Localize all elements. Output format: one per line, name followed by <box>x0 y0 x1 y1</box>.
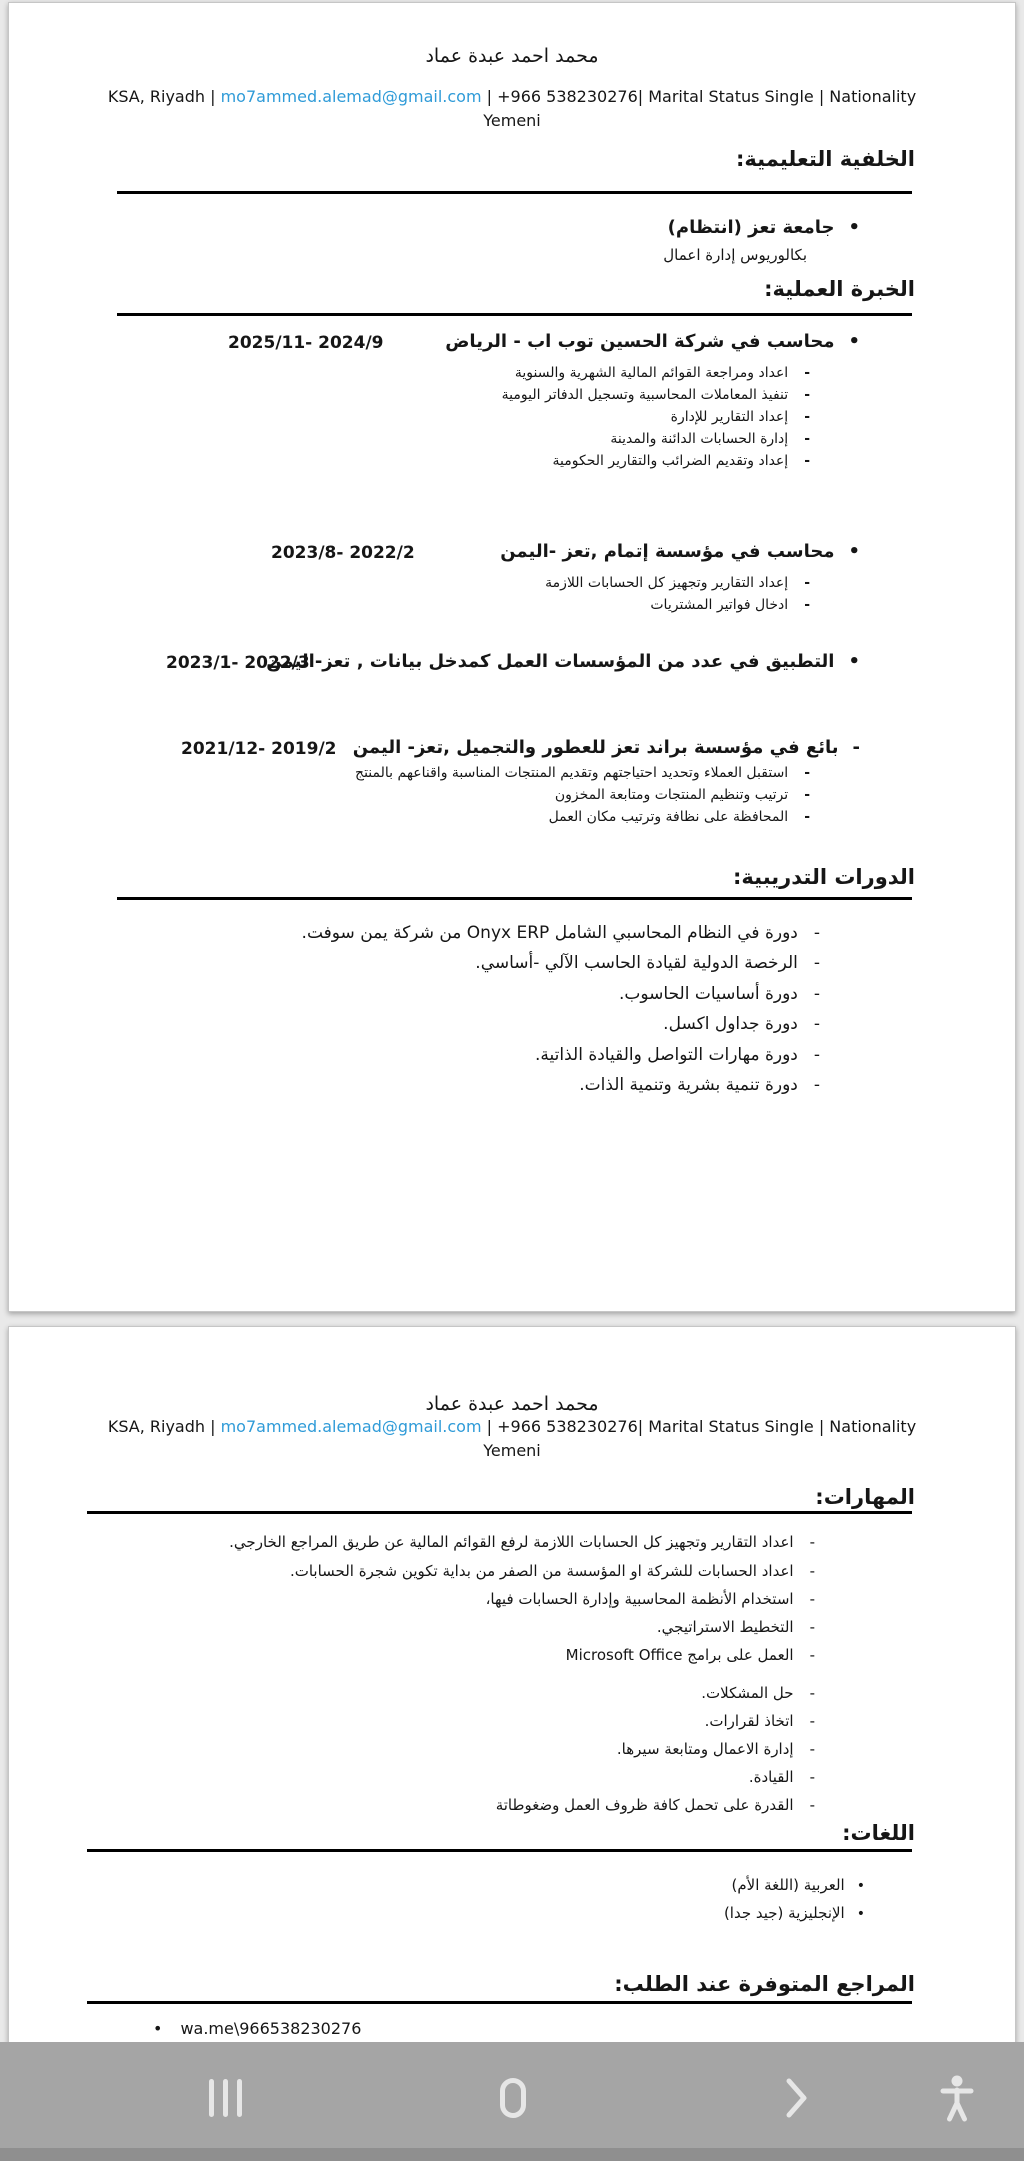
skill-text: اتخاذ لقرارات. <box>704 1712 794 1730</box>
course-item <box>579 1075 820 1095</box>
section-rule <box>87 1511 912 1514</box>
language-text: الإنجليزية (جيد جدا) <box>723 1904 845 1922</box>
contact-nationality: Yemeni <box>483 111 541 130</box>
dash-icon: - <box>809 1712 815 1730</box>
duty-text: تنفيذ المعاملات المحاسبية وتسجيل الدفاتر اليومية <box>501 387 789 403</box>
dash-icon: - <box>804 809 810 825</box>
home-button[interactable] <box>483 2072 543 2124</box>
section-rule <box>87 1849 912 1852</box>
home-icon <box>500 2078 526 2118</box>
course-item <box>302 923 820 943</box>
duty-text: إعداد التقارير وتجهيز كل الحسابات اللازمة <box>545 575 789 591</box>
section-heading-experience: الخبرة العملية: <box>764 277 915 301</box>
skill-text: التخطيط الاستراتيجي. <box>656 1618 794 1636</box>
navbar-bottom-strip <box>0 2148 1024 2161</box>
dash-icon: - <box>809 1684 815 1702</box>
job-title: بائع في مؤسسة براند تعز للعطور والتجميل ,تعز- اليمن <box>352 737 839 758</box>
language-item <box>724 1904 865 1922</box>
course-text: دورة أساسيات الحاسوب. <box>618 984 798 1004</box>
section-heading-education: الخلفية التعليمية: <box>736 147 915 171</box>
course-item <box>619 984 820 1004</box>
contact-details: | +966 538230276| Marital Status Single | Nationality <box>481 87 917 106</box>
section-rule <box>117 897 912 900</box>
dash-icon: - <box>804 597 810 613</box>
degree-text: بكالوريوس إدارة اعمال <box>663 246 807 264</box>
dash-icon: - <box>809 1533 815 1551</box>
dash-icon: - <box>813 984 820 1004</box>
job-duty <box>671 409 810 425</box>
dash-icon: - <box>809 1618 815 1636</box>
course-item <box>535 1045 820 1065</box>
android-navigation-bar <box>0 2042 1024 2161</box>
recents-button[interactable] <box>195 2072 255 2124</box>
course-item <box>475 953 820 973</box>
document-page-2 <box>8 1326 1016 2048</box>
language-text: العربية (اللغة الأم) <box>731 1876 845 1894</box>
job-duty <box>545 575 810 591</box>
dash-icon: - <box>809 1768 815 1786</box>
section-heading-references: المراجع المتوفرة عند الطلب: <box>614 1972 915 1996</box>
reference-item <box>153 2019 361 2038</box>
job-duty <box>610 431 810 447</box>
recents-icon <box>209 2079 242 2117</box>
job-duty <box>502 387 810 403</box>
dash-icon: - <box>852 737 860 758</box>
dash-icon: - <box>813 1045 820 1065</box>
skill-text: العمل على برامج Microsoft Office <box>565 1646 794 1664</box>
job-title: التطبيق في عدد من المؤسسات العمل كمدخل بيانات , تعز-اليمن <box>266 651 835 672</box>
dash-icon: - <box>804 431 810 447</box>
contact-line <box>9 87 1015 106</box>
accessibility-icon <box>939 2074 975 2122</box>
job-duty <box>355 765 810 781</box>
language-item <box>732 1876 866 1894</box>
skill-text: اعداد الحسابات للشركة او المؤسسة من الصفر من بداية تكوين شجرة الحسابات. <box>289 1562 794 1580</box>
course-item <box>663 1014 820 1034</box>
bullet-icon: • <box>856 1878 865 1894</box>
skill-text: القدرة على تحمل كافة ظروف العمل وضغوطاتة <box>495 1796 794 1814</box>
dash-icon: - <box>809 1562 815 1580</box>
bullet-icon: • <box>848 651 860 672</box>
back-chevron-icon <box>785 2077 809 2119</box>
duty-text: ترتيب وتنظيم المنتجات ومتابعة المخزون <box>554 787 789 803</box>
job-dates: 2023/8- 2022/2 <box>271 543 415 563</box>
job-duty <box>650 597 810 613</box>
bullet-icon: • <box>848 331 860 352</box>
dash-icon: - <box>804 765 810 781</box>
duty-text: استقبل العملاء وتحديد احتياجتهم وتقديم المنتجات المناسبة واقناعهم بالمنتج <box>355 765 789 781</box>
dash-icon: - <box>809 1646 815 1664</box>
duty-text: إعداد وتقديم الضرائب والتقارير الحكومية <box>552 453 789 469</box>
skill-text: اعداد التقارير وتجهيز كل الحسابات اللازمة لرفع القوائم المالية عن طريق المراجع الخارجي. <box>229 1533 794 1551</box>
duty-text: إعداد التقارير للإدارة <box>670 409 789 425</box>
section-heading-languages: اللغات: <box>842 1821 915 1845</box>
contact-line <box>9 1417 1015 1436</box>
job-title-row <box>353 737 860 758</box>
skill-text: استخدام الأنظمة المحاسبية وإدارة الحسابات فيها، <box>485 1590 794 1608</box>
skill-text: إدارة الاعمال ومتابعة سيرها. <box>616 1740 794 1758</box>
job-duty <box>555 787 810 803</box>
dash-icon: - <box>804 787 810 803</box>
job-dates: 2021/12- 2019/2 <box>181 739 337 759</box>
course-text: دورة تنمية بشرية وتنمية الذات. <box>579 1075 798 1095</box>
dash-icon: - <box>809 1740 815 1758</box>
bullet-icon: • <box>848 217 860 238</box>
dash-icon: - <box>813 1075 820 1095</box>
duty-text: ادخال فواتير المشتريات <box>650 597 789 613</box>
skill-item <box>229 1533 815 1551</box>
duty-text: اعداد ومراجعة القوائم المالية الشهرية والسنوية <box>514 365 789 381</box>
reference-text: wa.me\966538230276 <box>180 2019 362 2038</box>
duty-text: المحافظة على نظافة وترتيب مكان العمل <box>548 809 789 825</box>
job-title: محاسب في شركة الحسين توب اب - الرياض <box>445 331 835 352</box>
contact-location: KSA, Riyadh | <box>107 87 221 106</box>
dash-icon: - <box>809 1590 815 1608</box>
dash-icon: - <box>813 1014 820 1034</box>
skill-text: حل المشكلات. <box>701 1684 794 1702</box>
skill-item <box>657 1618 815 1636</box>
dash-icon: - <box>804 365 810 381</box>
skill-text: القيادة. <box>748 1768 794 1786</box>
course-text: دورة مهارات التواصل والقيادة الذاتية. <box>535 1045 798 1065</box>
skill-item <box>496 1796 815 1814</box>
email-link[interactable]: mo7ammed.alemad@gmail.com <box>220 1417 482 1436</box>
bullet-icon: • <box>848 541 860 562</box>
document-page-1 <box>8 2 1016 1312</box>
dash-icon: - <box>813 953 820 973</box>
job-dates: 2025/11- 2024/9 <box>228 333 384 353</box>
skill-item <box>290 1562 815 1580</box>
job-title-row <box>445 331 860 352</box>
course-text: دورة في النظام المحاسبي الشامل Onyx ERP من شركة يمن سوفت. <box>301 923 798 943</box>
dash-icon: - <box>809 1796 815 1814</box>
contact-details: | +966 538230276| Marital Status Single | Nationality <box>481 1417 917 1436</box>
job-duty <box>549 809 810 825</box>
resume-name: محمد احمد عبدة عماد <box>425 45 599 67</box>
job-duty <box>515 365 810 381</box>
section-heading-courses: الدورات التدريبية: <box>732 865 915 889</box>
section-rule <box>117 191 912 194</box>
dash-icon: - <box>804 575 810 591</box>
job-dates: 2023/1- 2022/3 <box>166 653 310 673</box>
job-title-row <box>500 541 860 562</box>
university-title: جامعة تعز (انتظام) <box>667 217 835 238</box>
job-duty <box>553 453 810 469</box>
section-rule <box>87 2001 912 2004</box>
skill-item <box>749 1768 815 1786</box>
skill-item <box>486 1590 815 1608</box>
course-text: الرخصة الدولية لقيادة الحاسب الآلي -أساسي. <box>475 953 798 973</box>
accessibility-button[interactable] <box>927 2072 987 2124</box>
dash-icon: - <box>804 409 810 425</box>
job-title-row <box>266 651 860 672</box>
section-heading-skills: المهارات: <box>815 1485 915 1509</box>
bullet-icon: • <box>856 1906 865 1922</box>
education-item <box>668 217 860 238</box>
skill-item <box>566 1646 815 1664</box>
duty-text: إدارة الحسابات الدائنة والمدينة <box>610 431 789 447</box>
back-button[interactable] <box>767 2072 827 2124</box>
dash-icon: - <box>804 387 810 403</box>
course-text: دورة جداول اكسل. <box>663 1014 798 1034</box>
skill-item <box>617 1740 815 1758</box>
dash-icon: - <box>813 923 820 943</box>
job-title: محاسب في مؤسسة إتمام ,تعز -اليمن <box>500 541 835 562</box>
skill-item <box>701 1684 815 1702</box>
contact-nationality: Yemeni <box>483 1441 541 1460</box>
bullet-icon: • <box>153 2019 163 2038</box>
resume-name: محمد احمد عبدة عماد <box>425 1393 599 1415</box>
skill-item <box>705 1712 815 1730</box>
contact-location: KSA, Riyadh | <box>107 1417 221 1436</box>
section-rule <box>117 313 912 316</box>
dash-icon: - <box>804 453 810 469</box>
email-link[interactable]: mo7ammed.alemad@gmail.com <box>220 87 482 106</box>
